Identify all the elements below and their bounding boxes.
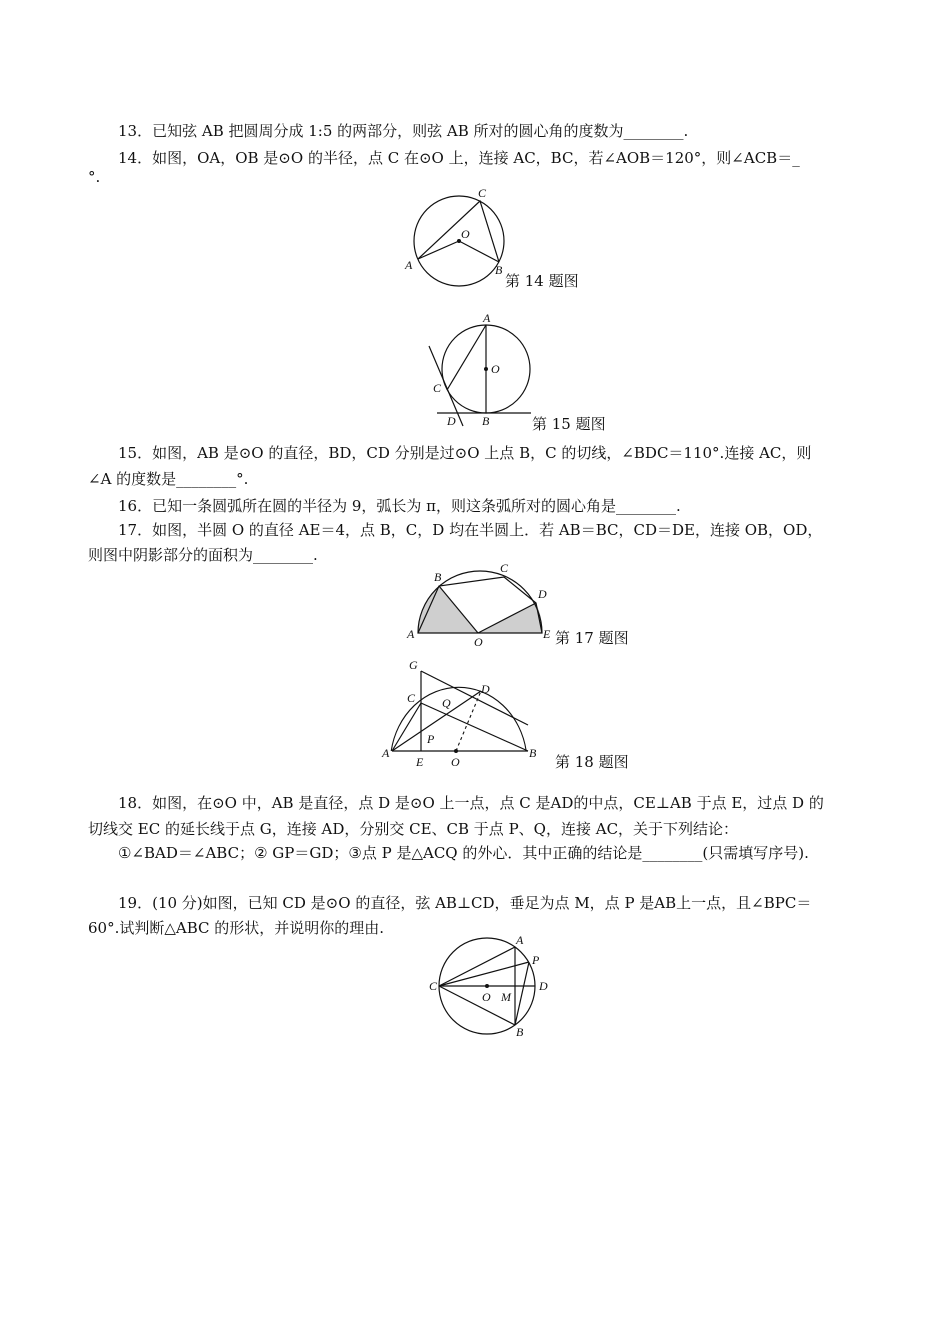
fig15-label-d: D [447,414,456,428]
fig17-label-o: O [474,635,483,649]
caption-fig15: 第 15 题图 [532,415,606,433]
fig18-line-gd [421,671,528,725]
question-15-line2: ∠A 的度数是________°. [88,470,249,488]
caption-fig17: 第 17 题图 [555,629,629,647]
fig18-line-ad [392,691,481,751]
fig14-label-b: B [495,263,503,277]
question-17-line1: 17．如图，半圆 O 的直径 AE＝4，点 B，C，D 均在半圆上．若 AB＝BC，CD＝DE，连接 OB，OD， [118,521,823,539]
figure-18 [378,657,538,772]
fig15-center-dot [484,367,488,371]
fig14-label-o: O [461,227,470,241]
fig18-label-d: D [481,682,490,696]
fig18-label-b: B [529,746,537,760]
fig15-label-a: A [483,311,491,325]
fig18-line-ac [392,703,421,751]
question-17-line2: 则图中阴影部分的面积为________. [88,546,318,564]
question-15-line1: 15．如图，AB 是⊙O 的直径，BD，CD 分别是过⊙O 上点 B，C 的切线，∠BDC＝110°.连接 AC，则 [118,444,812,462]
question-18-line1: 18．如图，在⊙O 中，AB 是直径，点 D 是⊙O 上一点，点 C 是AD的中点，CE⊥AB 于点 E，过点 D 的 [118,794,824,812]
question-18-line2: 切线交 EC 的延长线于点 G，连接 AD，分别交 CE、CB 于点 P、Q，连接 AC，关于下列结论： [88,820,739,838]
fig15-label-b: B [482,414,490,428]
fig18-label-c: C [407,691,416,705]
question-14-line2: °. [88,168,101,186]
figure-19 [428,932,558,1042]
question-14-line1: 14．如图，OA，OB 是⊙O 的半径，点 C 在⊙O 上，连接 AC，BC，若∠AOB＝120°，则∠ACB＝_ [118,149,800,167]
fig19-line-ca [439,947,515,986]
fig19-label-c: C [429,979,438,993]
fig18-label-g: G [409,658,418,672]
fig14-label-a: A [405,258,413,272]
question-13: 13．已知弦 AB 把圆周分成 1:5 的两部分，则弦 AB 所对的圆心角的度数为________. [118,122,689,140]
fig14-label-c: C [478,186,487,200]
caption-fig18: 第 18 题图 [555,753,629,771]
fig15-chord-ac [447,325,486,390]
fig18-label-o: O [451,755,460,769]
fig18-label-q: Q [442,696,451,710]
fig18-center-dot [454,749,458,753]
figure-14 [402,185,522,285]
fig19-label-a: A [516,933,524,947]
fig15-label-c: C [433,381,442,395]
figure-15 [425,312,535,432]
fig19-label-d: D [539,979,548,993]
question-16: 16．已知一条圆弧所在圆的半径为 9，弧长为 π，则这条弧所对的圆心角是________. [118,497,681,515]
fig18-line-cb [421,703,528,751]
fig17-label-a: A [407,627,415,641]
fig14-radii [418,241,499,262]
question-19-line2: 60°.试判断△ABC 的形状，并说明你的理由. [88,919,385,937]
fig14-chord-ac-cb [418,201,499,262]
figure-17 [400,560,560,650]
fig15-label-o: O [491,362,500,376]
question-19-line1: 19．(10 分)如图，已知 CD 是⊙O 的直径，弦 AB⊥CD，垂足为点 M，点 P 是AB上一点，且∠BPC＝ [118,894,812,912]
fig17-shade-left [418,586,478,633]
fig17-label-e: E [543,627,551,641]
fig18-label-e: E [416,755,424,769]
fig18-label-p: P [427,732,435,746]
fig19-label-m: M [501,990,511,1004]
fig17-label-d: D [538,587,547,601]
caption-fig14: 第 14 题图 [505,272,579,290]
fig19-line-pb [515,962,529,1025]
fig19-center-dot [485,984,489,988]
fig19-label-p: P [532,953,540,967]
fig19-label-o: O [482,990,491,1004]
fig18-label-a: A [382,746,390,760]
fig19-label-b: B [516,1025,524,1039]
fig17-label-b: B [434,570,442,584]
fig17-label-c: C [500,561,509,575]
question-18-line3: ①∠BAD＝∠ABC；② GP＝GD；③点 P 是△ACQ 的外心．其中正确的结论是________(只需填写序号). [118,844,809,862]
